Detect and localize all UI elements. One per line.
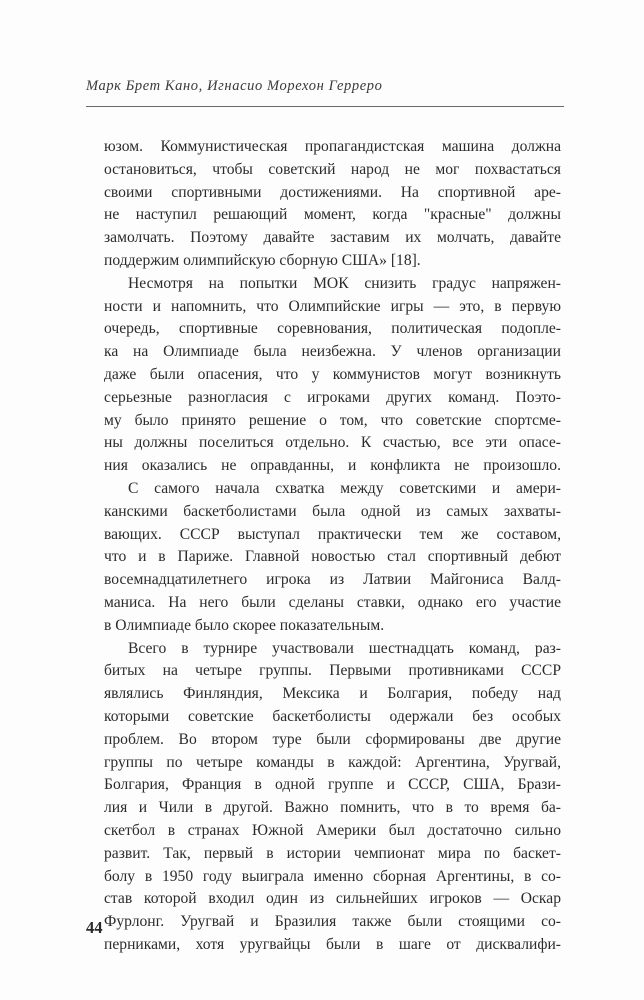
text-line: скетбол в странах Южной Америки был достаточно сильно bbox=[104, 821, 561, 839]
text-line: очередь, спортивные соревнования, политическая подопле- bbox=[104, 320, 561, 338]
text-line: ности и напомнить, что Олимпийские игры — это, в первую bbox=[104, 297, 561, 315]
text-line: группы по четыре команды в каждой: Аргентина, Уругвай, bbox=[104, 753, 561, 771]
text-line: вающих. СССР выступал практически тем же составом, bbox=[104, 525, 561, 543]
text-line: ка на Олимпиаде была неизбежна. У членов организации bbox=[104, 343, 561, 361]
text-line: лия и Чили в другой. Важно помнить, что в то время ба- bbox=[104, 799, 561, 817]
text-line: Фурлонг. Уругвай и Бразилия также были стоящими со- bbox=[104, 913, 561, 931]
text-line: не наступил решающий момент, когда "красные" должны bbox=[104, 206, 561, 224]
text-line: Несмотря на попытки МОК снизить градус напряжен- bbox=[128, 274, 561, 292]
text-line: поддержим олимпийскую сборную США» [18]. bbox=[104, 251, 421, 269]
text-line: маниса. На него были сделаны ставки, однако его участие bbox=[104, 593, 561, 611]
text-line: проблем. Во втором туре были сформированы две другие bbox=[104, 730, 561, 748]
text-line: замолчать. Поэтому давайте заставим их молчать, давайте bbox=[104, 229, 561, 247]
text-line: канскими баскетболистами была одной из самых захваты- bbox=[104, 502, 561, 520]
text-line: перниками, хотя уругвайцы были в шаге от дисквалифи- bbox=[104, 935, 561, 953]
text-line: что и в Париже. Главной новостью стал спортивный дебют bbox=[104, 548, 561, 566]
text-line: С самого начала схватка между советскими и амери- bbox=[128, 479, 561, 497]
text-line: юзом. Коммунистическая пропагандистская машина должна bbox=[104, 138, 561, 155]
text-line: ния оказались не оправданны, и конфликта не произошло. bbox=[104, 457, 561, 475]
text-line: которыми советские баскетболисты одержали без особых bbox=[104, 707, 561, 725]
text-line: ны должны поселиться отдельно. К счастью, все эти опасе- bbox=[104, 434, 561, 452]
text-line: восемнадцатилетнего игрока из Латвии Майгониса Валд- bbox=[104, 571, 561, 589]
text-line: серьезные разногласия с игроками других команд. Поэто- bbox=[104, 388, 561, 406]
header-divider bbox=[86, 106, 564, 107]
text-line: являлись Финляндия, Мексика и Болгария, победу над bbox=[104, 685, 561, 703]
page-number: 44 bbox=[86, 918, 103, 937]
text-line: своими спортивными достижениями. На спортивной аре- bbox=[104, 183, 561, 201]
text-line: битых на четыре группы. Первыми противниками СССР bbox=[104, 662, 561, 680]
text-line: Всего в турнире участвовали шестнадцать команд, раз- bbox=[128, 639, 561, 657]
text-line: даже были опасения, что у коммунистов могут возникнуть bbox=[104, 365, 561, 383]
body-text bbox=[104, 136, 561, 957]
text-line: в Олимпиаде было скорее показательным. bbox=[104, 616, 385, 634]
text-line: Болгария, Франция в одной группе и СССР, США, Брази- bbox=[104, 776, 561, 794]
text-line: остановиться, чтобы советский народ не мог похвастаться bbox=[104, 160, 561, 178]
text-line: став которой входил один из сильнейших игроков — Оскар bbox=[104, 890, 561, 908]
text-line: му было принято решение о том, что советские спортсме- bbox=[104, 411, 561, 429]
running-header: Марк Брет Кано, Игнасио Морехон Герреро bbox=[86, 78, 383, 94]
text-line: болу в 1950 году выиграла именно сборная Аргентины, в со- bbox=[104, 867, 561, 885]
text-line: развит. Так, первый в истории чемпионат мира по баскет- bbox=[104, 844, 561, 862]
